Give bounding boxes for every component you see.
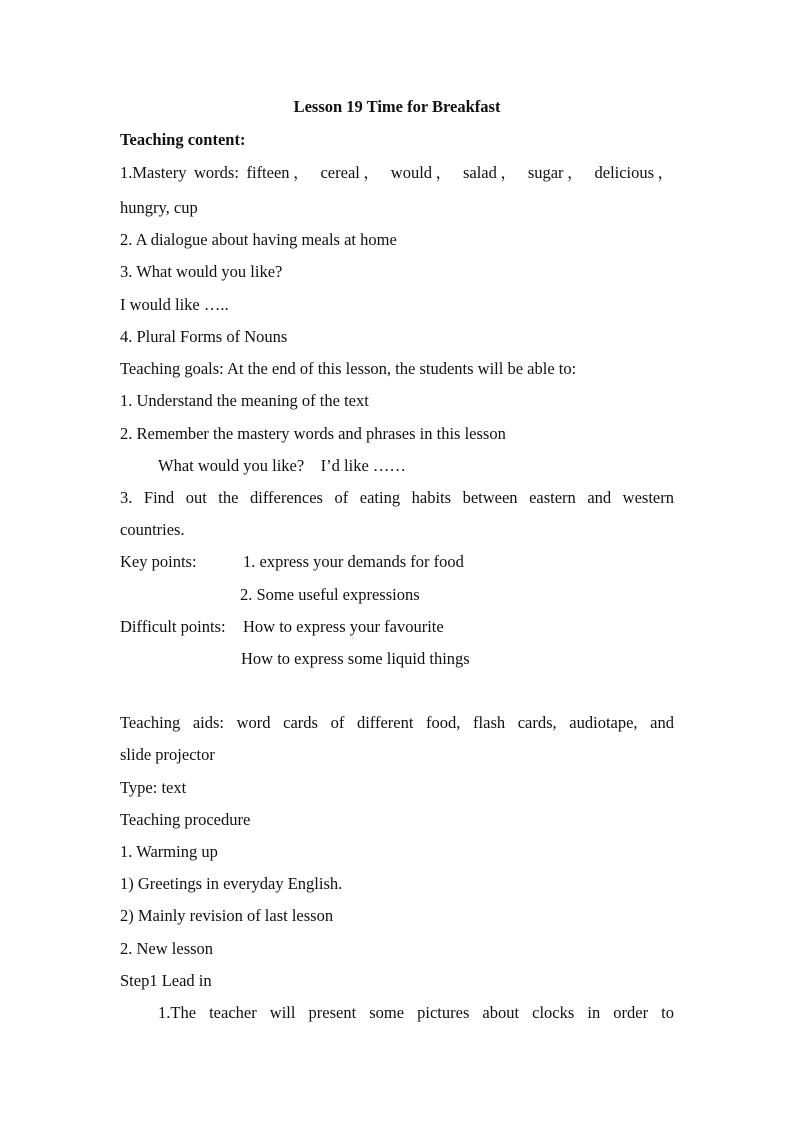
lesson-type: Type: text xyxy=(120,778,187,797)
key-point-1: 1. express your demands for food xyxy=(243,552,464,571)
warming-up-item-1: 1) Greetings in everyday English. xyxy=(120,874,343,893)
teaching-aids-line1: Teaching aids: word cards of different food, flash cards, audiotape, and xyxy=(120,713,674,732)
goal-2: 2. Remember the mastery words and phrases in this lesson xyxy=(120,424,506,443)
warming-up-item-2: 2) Mainly revision of last lesson xyxy=(120,906,334,925)
content-item-3: 3. What would you like? xyxy=(120,262,283,281)
goal-1: 1. Understand the meaning of the text xyxy=(120,391,369,410)
key-point-2: 2. Some useful expressions xyxy=(240,585,420,604)
warming-up-heading: 1. Warming up xyxy=(120,842,218,861)
new-lesson-heading: 2. New lesson xyxy=(120,939,214,958)
difficult-point-2: How to express some liquid things xyxy=(241,649,470,668)
lesson-title: Lesson 19 Time for Breakfast xyxy=(293,97,501,116)
content-item-3-answer: I would like ….. xyxy=(120,295,229,314)
difficult-points-label: Difficult points: xyxy=(120,617,226,636)
content-item-4: 4. Plural Forms of Nouns xyxy=(120,327,288,346)
teaching-goals-intro: Teaching goals: At the end of this lesson, the students will be able to: xyxy=(120,359,577,378)
step1-heading: Step1 Lead in xyxy=(120,971,212,990)
teaching-aids-line2: slide projector xyxy=(120,745,215,764)
procedure-heading: Teaching procedure xyxy=(120,810,251,829)
key-points-label: Key points: xyxy=(120,552,197,571)
goal-3-line2: countries. xyxy=(120,520,185,539)
step1-item-1: 1.The teacher will present some pictures about clocks in order to xyxy=(158,1003,674,1022)
content-item-1-line1: 1.Mastery words: fifteen， cereal， would， salad， sugar， delicious， xyxy=(120,163,674,182)
content-item-2: 2. A dialogue about having meals at home xyxy=(120,230,397,249)
difficult-point-1: How to express your favourite xyxy=(243,617,444,636)
goal-3-line1: 3. Find out the differences of eating habits between eastern and western xyxy=(120,488,674,507)
teaching-content-heading: Teaching content: xyxy=(120,130,246,149)
content-item-1-line2: hungry, cup xyxy=(120,198,198,217)
goal-2-example: What would you like? I’d like …… xyxy=(158,456,406,475)
